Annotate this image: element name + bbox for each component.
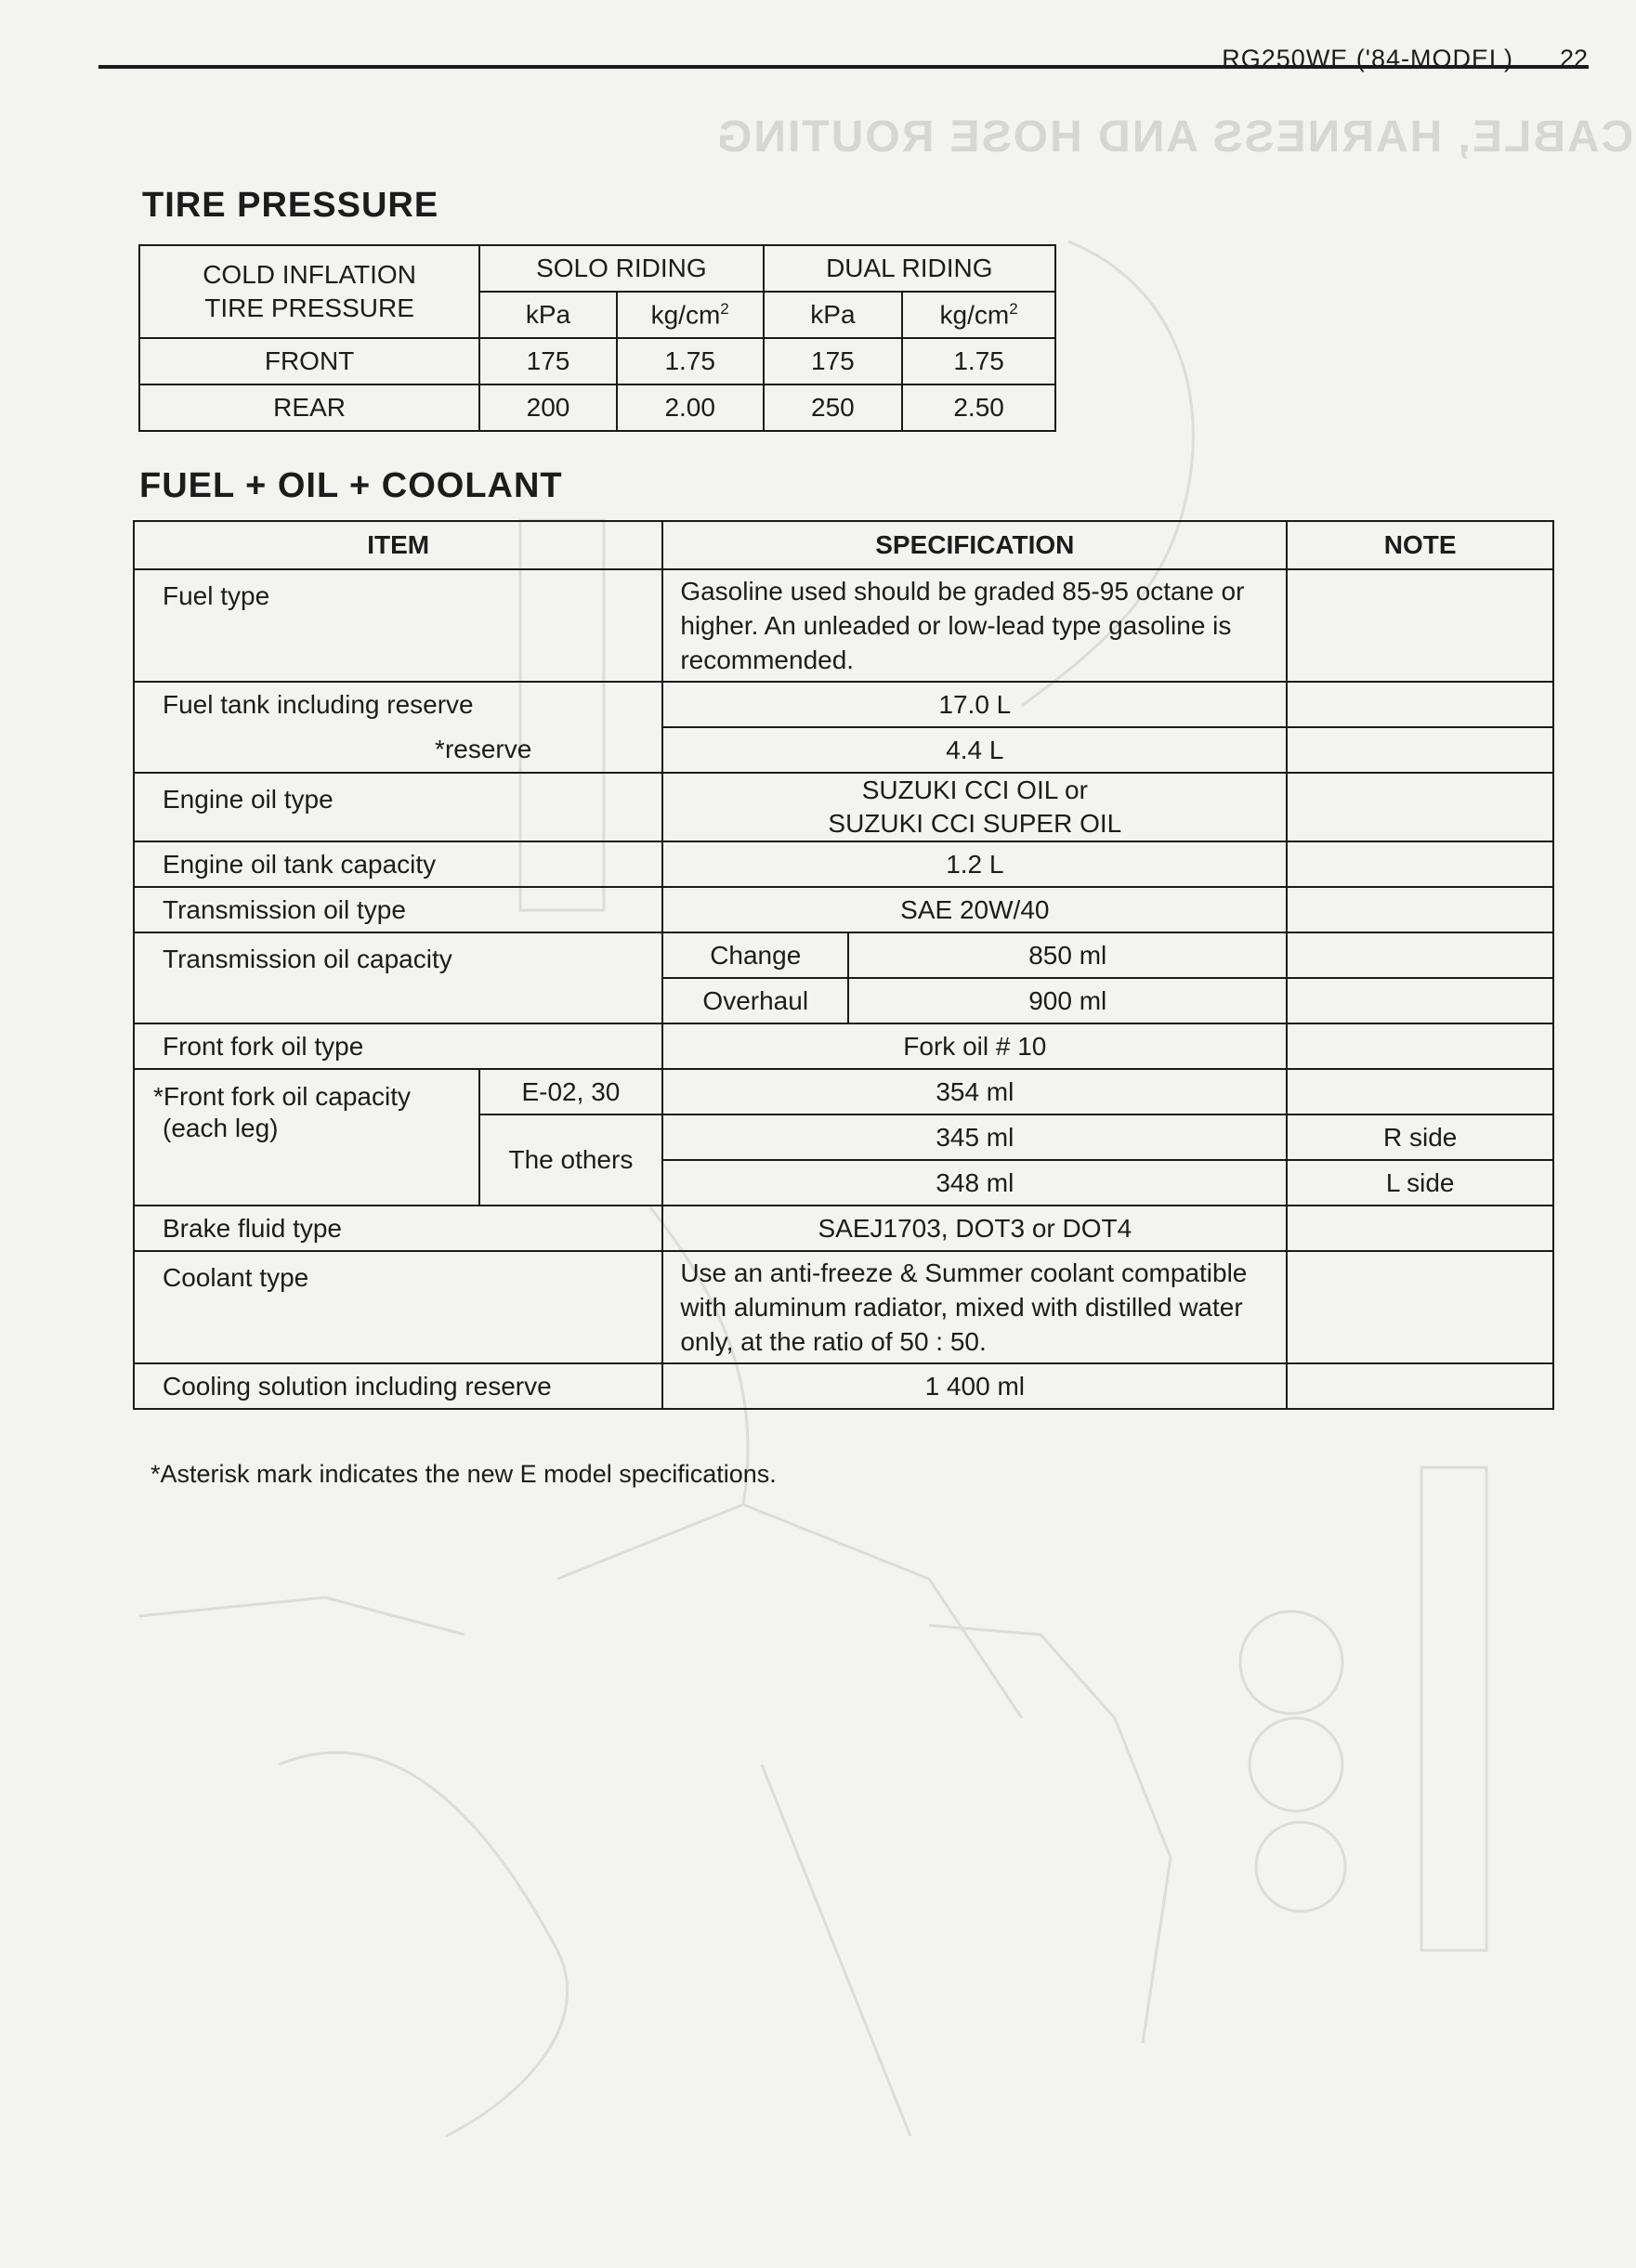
note-header: NOTE [1287,521,1553,569]
dual-kgcm-header: $kg/cm^2$ [902,292,1055,338]
tire-pressure-title: TIRE PRESSURE [142,186,439,225]
row-fork-capacity-others-r: The others 345 ml R side [134,1114,1553,1160]
page-number: 22 [1559,45,1588,72]
row-fuel-type: Fuel type Gasoline used should be graded 85-95 octane or higher. An unleaded or low-lead type gasoline is recommended. [134,569,1553,682]
dual-kpa-header: kPa [764,292,903,338]
row-brake-fluid: Brake fluid type SAEJ1703, DOT3 or DOT4 [134,1206,1553,1251]
fuel-oil-coolant-title: FUEL + OIL + COOLANT [139,466,563,505]
row-engine-oil-capacity: Engine oil tank capacity 1.2 L [134,841,1553,887]
row-cooling-solution: Cooling solution including reserve 1 400 ml [134,1363,1553,1409]
bleed-through-title: CABLE, HARNESS AND HOSE ROUTING [715,112,1634,162]
row-transmission-overhaul: Overhaul 900 ml [134,978,1553,1023]
solo-kpa-header: kPa [479,292,617,338]
row-fork-capacity-others-l: 348 ml L side [134,1160,1553,1206]
tire-row-front: FRONT 175 1.75 175 1.75 [139,338,1055,385]
tire-pressure-table [138,244,1056,432]
model-label: RG250WE ('84-MODEL) [1222,45,1513,72]
asterisk-footnote: *Asterisk mark indicates the new E model specifications. [151,1460,777,1488]
row-transmission-oil-type: Transmission oil type SAE 20W/40 [134,887,1553,932]
row-transmission-change: Transmission oil capacity Change 850 ml [134,932,1553,978]
row-fork-oil-type: Front fork oil type Fork oil # 10 [134,1023,1553,1069]
row-fuel-tank: Fuel tank including reserve 17.0 L [134,682,1553,727]
dual-riding-header: DUAL RIDING [764,245,1055,292]
row-engine-oil-type: Engine oil type SUZUKI CCI OIL or SUZUKI CCI SUPER OIL [134,773,1553,841]
cold-inflation-label: COLD INFLATION TIRE PRESSURE [139,245,479,338]
row-reserve: *reserve 4.4 L [134,727,1553,773]
item-header: ITEM [134,521,662,569]
specification-header: SPECIFICATION [662,521,1287,569]
row-fork-capacity-e02: *Front fork oil capacity (each leg) E-02, 30 354 ml [134,1069,1553,1114]
tire-row-rear: REAR 200 2.00 250 2.50 [139,385,1055,431]
solo-riding-header: SOLO RIDING [479,245,763,292]
solo-kgcm-header: $kg/cm^2$ [617,292,764,338]
row-coolant-type: Coolant type Use an anti-freeze & Summer coolant compatible with aluminum radiator, mixed with distilled water only, at the ratio of 50 : 50. [134,1251,1553,1363]
fuel-oil-coolant-table [133,520,1554,1410]
